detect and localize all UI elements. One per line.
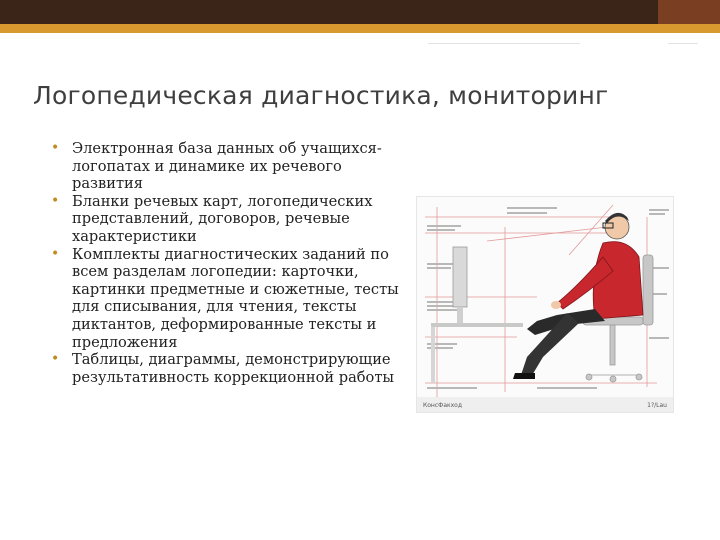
accent-stripe [0,24,720,33]
seated-person [513,213,643,379]
list-item [48,351,408,386]
list-item-text: Бланки речевых карт, логопедических представлений, договоров, речевые характеристики [72,192,373,245]
list-item [48,140,408,193]
figure-caption-left: КонсФакход [423,402,462,409]
figure-caption-right: 1?/Lau [647,402,667,409]
list-item-text: Электронная база данных об учащихся-логопатах и динамике их речевого развития [72,140,382,193]
posture-diagram [417,197,673,412]
list-item-text: Таблицы, диаграммы, демонстрирующие результативность коррекционной работы [72,351,395,386]
bullet-list [48,140,408,386]
divider-line [428,43,580,44]
bullet-icon: • [51,140,60,156]
monitor-shape [453,247,467,307]
slide-title: Логопедическая диагностика, мониторинг [33,81,609,110]
list-item [48,193,408,246]
top-bar-accent [658,0,720,24]
bullet-icon: • [51,351,60,368]
list-item [48,246,408,352]
monitor-stand [457,307,463,323]
desk-top [431,323,523,327]
top-bar [0,0,720,24]
list-item-text: Комплекты диагностических заданий по всем разделам логопедии: карточки, картинки предметные и сюжетные, тесты для списывания, для чтения, тексты диктантов, деформированные тексты и предложения [72,245,399,351]
ergonomic-posture-illustration [416,196,674,413]
bullet-icon: • [51,192,60,209]
desk-leg [431,327,435,383]
bullet-icon: • [51,245,60,262]
divider-line [668,43,698,44]
